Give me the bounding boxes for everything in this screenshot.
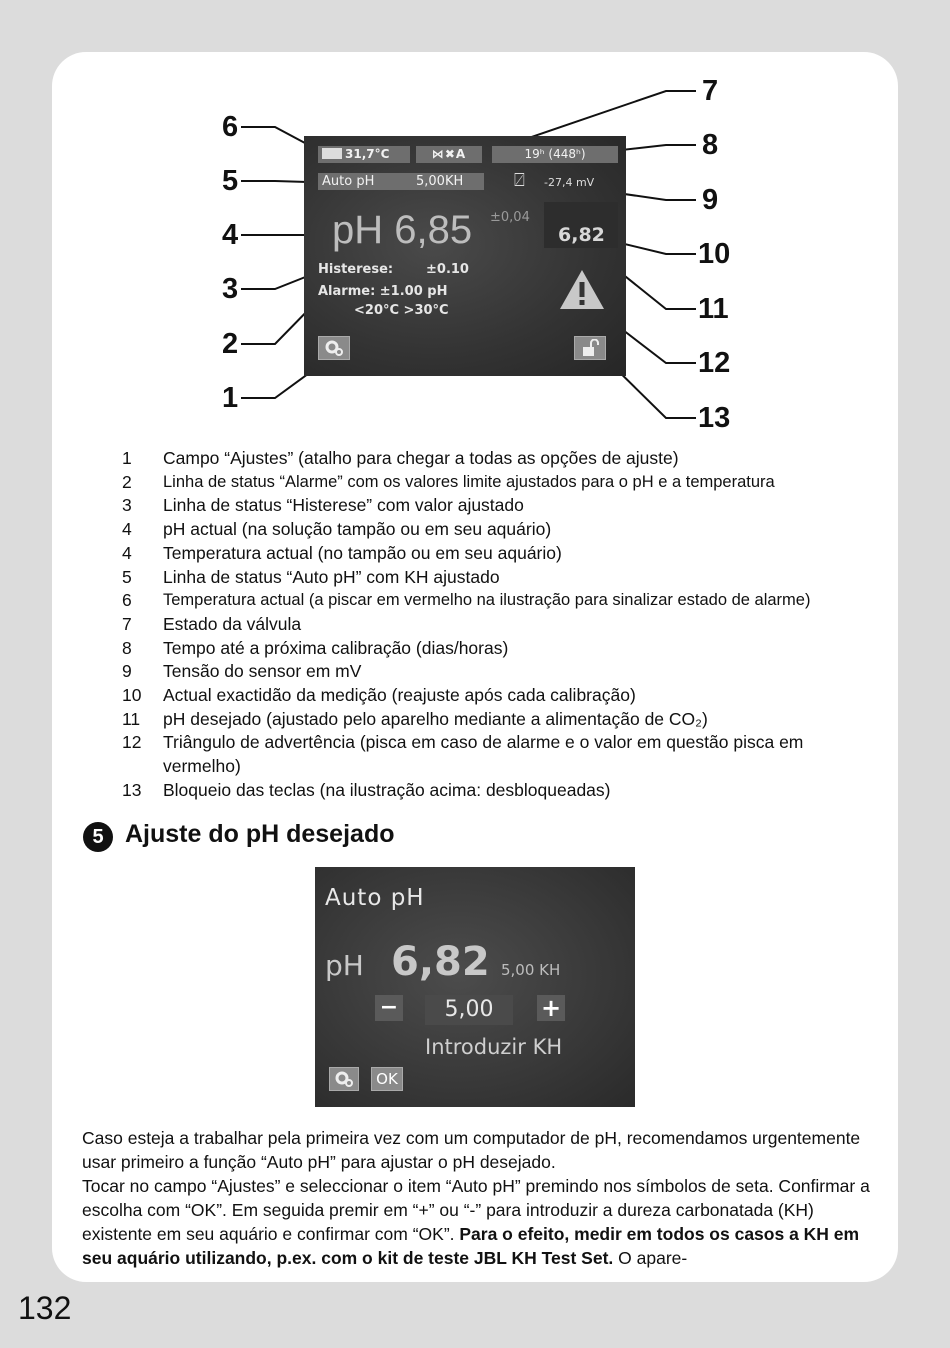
callout-11: 11: [698, 293, 729, 325]
callout-10: 10: [698, 238, 731, 270]
legend-list: [122, 447, 882, 803]
accuracy-value: ±0,04: [490, 210, 530, 225]
callout-3: 3: [222, 273, 239, 305]
legend-item: 4 pH actual (na solução tampão ou em seu aquário): [122, 519, 552, 540]
alarm-temps: <20°C >30°C: [354, 303, 449, 318]
section-number-badge: 5: [83, 822, 113, 852]
gear-icon: [334, 1070, 354, 1088]
hysteresis-value: ±0.10: [426, 262, 469, 277]
legend-item: 12 Triângulo de advertência (pisca em caso de alarme e o valor em questão pisca em vermelho): [122, 732, 804, 777]
target-ph: 6,82: [558, 224, 605, 246]
legend-item: 3 Linha de status “Histerese” com valor ajustado: [122, 495, 524, 516]
legend-item: 4 Temperatura actual (no tampão ou em seu aquário): [122, 542, 562, 563]
warning-triangle-icon: [558, 266, 606, 312]
settings-button[interactable]: [329, 1067, 359, 1091]
device-screen-auto-ph: [315, 867, 635, 1107]
gear-icon: [324, 339, 344, 357]
legend-item: 5 Linha de status “Auto pH” com KH ajustado: [122, 566, 500, 587]
kh-small: 5,00 KH: [501, 961, 561, 979]
calibration-time: 19ʰ (448ʰ): [524, 147, 586, 161]
kh-input[interactable]: 5,00: [425, 995, 513, 1025]
alarm-label: Alarme: ±1.00 pH: [318, 284, 448, 299]
sensor-icon: ⍁: [514, 170, 525, 191]
callout-9: 9: [702, 184, 719, 216]
auto-ph-label: Auto pH: [322, 174, 375, 189]
legend-item: 11 pH desejado (ajustado pelo aparelho mediante a alimentação de CO₂): [122, 708, 708, 729]
valve-status-bar: [416, 146, 482, 163]
callout-2: 2: [222, 328, 239, 360]
temperature-bar: [318, 146, 410, 163]
enter-kh-prompt: Introduzir KH: [425, 1035, 563, 1059]
valve-icon: ⋈✖A: [431, 147, 467, 161]
legend-item: 6 Temperatura actual (a piscar em vermelho na ilustração para sinalizar estado de alarme): [122, 590, 811, 611]
section-title: Ajuste do pH desejado: [125, 820, 395, 848]
callout-5: 5: [222, 165, 239, 197]
legend-item: 9 Tensão do sensor em mV: [122, 661, 362, 682]
legend-item: 10 Actual exactidão da medição (reajuste após cada calibração): [122, 685, 636, 706]
legend-item: 1 Campo “Ajustes” (atalho para chegar a todas as opções de ajuste): [122, 448, 679, 468]
key-lock-button[interactable]: [574, 336, 606, 360]
current-ph: pH 6,85: [332, 208, 473, 252]
ph-label: pH: [325, 949, 364, 982]
auto-ph-bar: [318, 173, 484, 190]
calibration-bar: [492, 146, 618, 163]
plus-button[interactable]: +: [537, 995, 565, 1021]
thermometer-icon: [322, 148, 342, 159]
body-paragraph: [82, 1126, 872, 1270]
unlock-icon: [580, 339, 600, 357]
ok-button[interactable]: OK: [371, 1067, 403, 1091]
legend-item: 7 Estado da válvula: [122, 613, 302, 634]
device-screen-status: [304, 136, 626, 376]
legend-item: 13 Bloqueio das teclas (na ilustração acima: desbloqueadas): [122, 779, 611, 800]
page-number: 132: [18, 1290, 72, 1326]
callout-1: 1: [222, 382, 239, 414]
mv-value: -27,4 mV: [544, 176, 595, 189]
callout-7: 7: [702, 75, 719, 107]
callout-12: 12: [698, 347, 731, 379]
minus-button[interactable]: −: [375, 995, 403, 1021]
paragraph-1: Caso esteja a trabalhar pela primeira vez com um computador de pH, recomendamos urgentemente usar primeiro a função “Auto pH” para ajustar o pH desejado.: [82, 1128, 861, 1172]
callout-8: 8: [702, 129, 719, 161]
emphasis-text: Para o efeito, medir em todos os casos a KH em seu aquário utilizando, p.ex. com o kit de teste JBL KH Test Set.: [82, 1224, 860, 1268]
screen-title: Auto pH: [325, 885, 425, 911]
legend-item: 2 Linha de status “Alarme” com os valores limite ajustados para o pH e a temperatura: [122, 471, 775, 492]
hysteresis-label: Histerese:: [318, 262, 394, 277]
callout-6: 6: [222, 111, 239, 143]
kh-value: 5,00KH: [416, 174, 464, 189]
settings-button[interactable]: [318, 336, 350, 360]
legend-item: 8 Tempo até a próxima calibração (dias/horas): [122, 637, 509, 658]
temperature-value: 31,7°C: [345, 147, 390, 161]
callout-13: 13: [698, 402, 731, 434]
desired-ph-value: 6,82: [391, 939, 490, 985]
paragraph-2: Tocar no campo “Ajustes” e seleccionar o item “Auto pH” premindo nos símbolos de seta. Confirmar a escolha com “OK”. Em seguida premir em “+” ou “-” para introduzir a dureza carbonatada (KH) existente em seu aquário e confirmar com “OK”. Para o efeito, medir em todos os casos a KH em seu aquário utilizando, p.ex. com o kit de teste JBL KH Test Set. O apare-: [82, 1176, 870, 1268]
callout-4: 4: [222, 219, 239, 251]
